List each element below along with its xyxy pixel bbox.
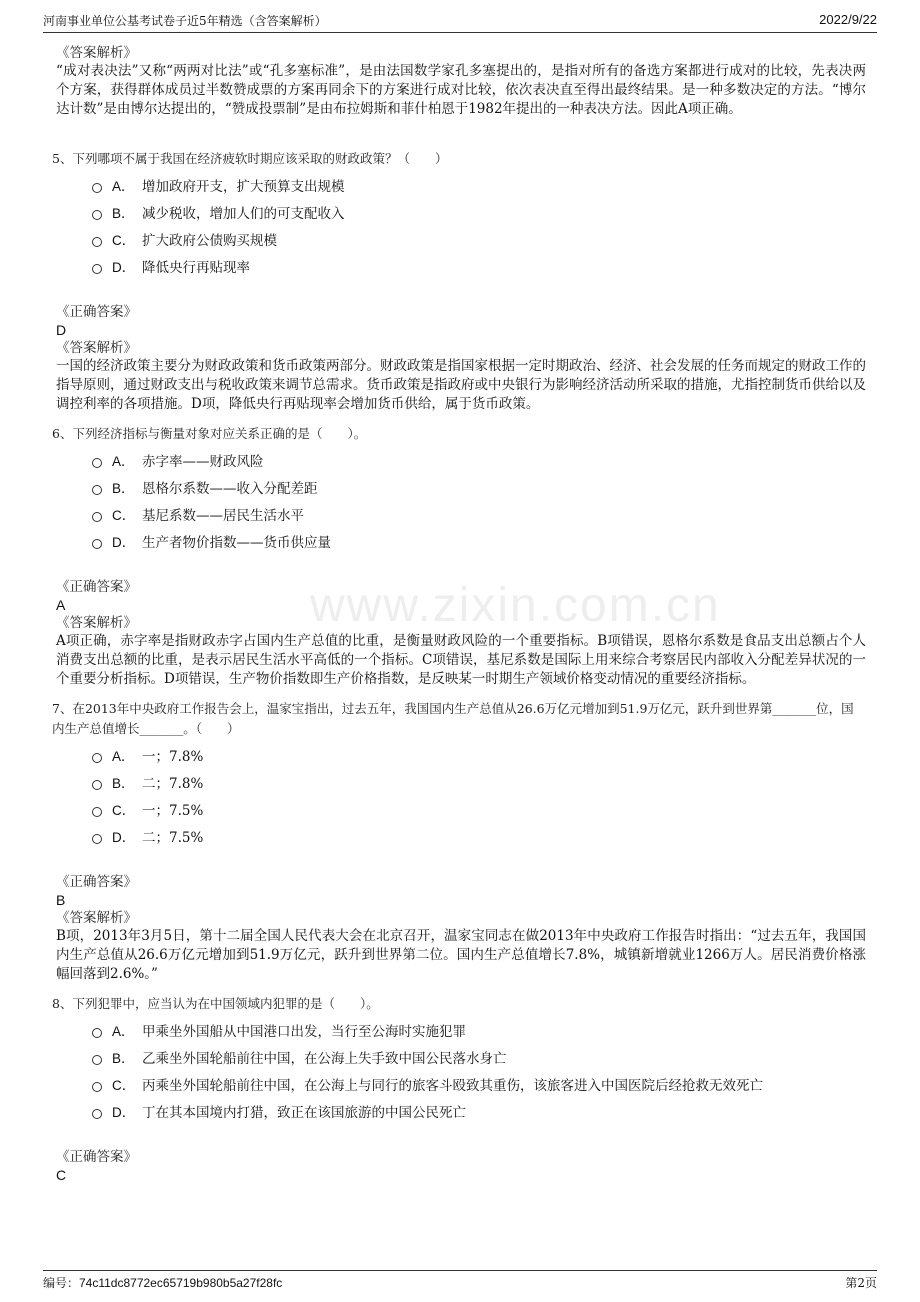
question-stem: 8、下列犯罪中，应当认为在中国领域内犯罪的是（ ）。 bbox=[52, 996, 379, 1011]
correct-answer: B bbox=[56, 892, 66, 908]
correct-answer-label: 《正确答案》 bbox=[56, 874, 137, 890]
question-stem: 6、下列经济指标与衡量对象对应关系正确的是（ ）。 bbox=[52, 426, 367, 441]
radio-icon[interactable] bbox=[92, 1109, 102, 1119]
main-content bbox=[52, 44, 866, 1184]
page-number: 第2页 bbox=[845, 1276, 877, 1290]
radio-icon[interactable] bbox=[92, 780, 102, 790]
option-list bbox=[92, 1016, 866, 1124]
page-footer bbox=[43, 1270, 877, 1291]
correct-answer: A bbox=[56, 597, 66, 613]
option-c[interactable]: C． 扩大政府公债购买规模 bbox=[92, 225, 866, 252]
analysis-label: 《答案解析》 bbox=[56, 340, 137, 356]
document-date: 2022/9/22 bbox=[819, 12, 877, 27]
option-b[interactable]: B． 二；7.8% bbox=[92, 768, 866, 795]
radio-icon[interactable] bbox=[92, 807, 102, 817]
question-stem: 5、下列哪项不属于我国在经济疲软时期应该采取的财政政策？（ ） bbox=[52, 151, 448, 166]
question-5 bbox=[52, 149, 866, 414]
radio-icon[interactable] bbox=[92, 539, 102, 549]
option-d[interactable]: D． 生产者物价指数——货币供应量 bbox=[92, 527, 866, 554]
option-list bbox=[92, 171, 866, 279]
option-c[interactable]: C． 丙乘坐外国轮船前往中国，在公海上与同行的旅客斗殴致其重伤，该旅客进入中国医院后经抢救无效死亡 bbox=[92, 1070, 866, 1097]
radio-icon[interactable] bbox=[92, 834, 102, 844]
option-d[interactable]: D． 降低央行再贴现率 bbox=[92, 252, 866, 279]
analysis-text: 一国的经济政策主要分为财政政策和货币政策两部分。财政政策是指国家根据一定时期政治、经济、社会发展的任务而规定的财政工作的指导原则，通过财政支出与税收政策来调节总需求。货币政策是指政府或中央银行为影响经济活动所采取的措施，尤指控制货币供给以及调控利率的各项措施。D项，降低央行再贴现率会增加货币供给，属于货币政策。 bbox=[56, 358, 866, 412]
analysis-text: A项正确，赤字率是指财政赤字占国内生产总值的比重，是衡量财政风险的一个重要指标。B项错误，恩格尔系数是食品支出总额占个人消费支出总额的比重，是表示居民生活水平高低的一个指标。C项错误，基尼系数是国际上用来综合考察居民内部收入分配差异状况的一个重要分析指标。D项错误，生产物价指数即生产价格指数，是反映某一时期生产领域价格变动情况的重要经济指标。 bbox=[56, 633, 866, 687]
option-c[interactable]: C． 基尼系数——居民生活水平 bbox=[92, 500, 866, 527]
correct-answer-label: 《正确答案》 bbox=[56, 304, 137, 320]
radio-icon[interactable] bbox=[92, 183, 102, 193]
page-header bbox=[43, 12, 877, 33]
radio-icon[interactable] bbox=[92, 1055, 102, 1065]
option-list bbox=[92, 741, 866, 849]
option-a[interactable]: A． 增加政府开支，扩大预算支出规模 bbox=[92, 171, 866, 198]
option-b[interactable]: B． 恩格尔系数——收入分配差距 bbox=[92, 473, 866, 500]
correct-answer: D bbox=[56, 322, 67, 338]
radio-icon[interactable] bbox=[92, 512, 102, 522]
analysis-text: B项，2013年3月5日，第十二届全国人民代表大会在北京召开，温家宝同志在做2013年中央政府工作报告时指出：“过去五年，我国国内生产总值从26.6万亿元增加到51.9万亿元，跃升到世界第二位。国内生产总值增长7.8%，城镇新增就业1266万人。居民消费价格涨幅回落到2.6%。” bbox=[56, 928, 866, 982]
option-d[interactable]: D． 二；7.5% bbox=[92, 822, 866, 849]
analysis-label: 《答案解析》 bbox=[56, 910, 137, 926]
radio-icon[interactable] bbox=[92, 1082, 102, 1092]
radio-icon[interactable] bbox=[92, 485, 102, 495]
option-a[interactable]: A． 一；7.8% bbox=[92, 741, 866, 768]
analysis-text: “成对表决法”又称“两两对比法”或“孔多塞标准”，是由法国数学家孔多塞提出的，是指对所有的备选方案都进行成对的比较，先表决两个方案，获得群体成员过半数赞成票的方案再同余下的方案进行成对比较，依次表决直至得出最终结果。是一种多数决定的方法。“博尔达计数”是由博尔达提出的，“赞成投票制”是由布拉姆斯和菲什柏恩于1982年提出的一种表决方法。因此A项正确。 bbox=[56, 63, 866, 117]
correct-answer-label: 《正确答案》 bbox=[56, 579, 137, 595]
radio-icon[interactable] bbox=[92, 458, 102, 468]
radio-icon[interactable] bbox=[92, 1028, 102, 1038]
option-c[interactable]: C． 一；7.5% bbox=[92, 795, 866, 822]
watermark: www.zixin.com.cn bbox=[310, 579, 721, 632]
radio-icon[interactable] bbox=[92, 753, 102, 763]
option-d[interactable]: D． 丁在其本国境内打猎，致正在该国旅游的中国公民死亡 bbox=[92, 1097, 866, 1124]
question-6 bbox=[52, 424, 866, 689]
option-list bbox=[92, 446, 866, 554]
document-code: 编号：74c11dc8772ec65719b980b5a27f28fc bbox=[43, 1276, 283, 1290]
radio-icon[interactable] bbox=[92, 264, 102, 274]
radio-icon[interactable] bbox=[92, 237, 102, 247]
radio-icon[interactable] bbox=[92, 210, 102, 220]
option-b[interactable]: B． 减少税收，增加人们的可支配收入 bbox=[92, 198, 866, 225]
question-7 bbox=[52, 699, 866, 984]
correct-answer: C bbox=[56, 1167, 67, 1183]
question-8 bbox=[52, 994, 866, 1184]
question-stem: 7、在2013年中央政府工作报告会上，温家宝指出，过去五年，我国国内生产总值从26.6万亿元增加到51.9万亿元，跃升到世界第_______位，国内生产总值增长_______。（ ） bbox=[52, 701, 854, 736]
option-a[interactable]: A． 甲乘坐外国船从中国港口出发，当行至公海时实施犯罪 bbox=[92, 1016, 866, 1043]
analysis-label: 《答案解析》 bbox=[56, 45, 137, 61]
correct-answer-label: 《正确答案》 bbox=[56, 1149, 137, 1165]
document-title: 河南事业单位公基考试卷子近5年精选（含答案解析） bbox=[43, 14, 327, 28]
option-a[interactable]: A． 赤字率——财政风险 bbox=[92, 446, 866, 473]
option-b[interactable]: B． 乙乘坐外国轮船前往中国，在公海上失手致中国公民落水身亡 bbox=[92, 1043, 866, 1070]
analysis-label: 《答案解析》 bbox=[56, 615, 137, 631]
